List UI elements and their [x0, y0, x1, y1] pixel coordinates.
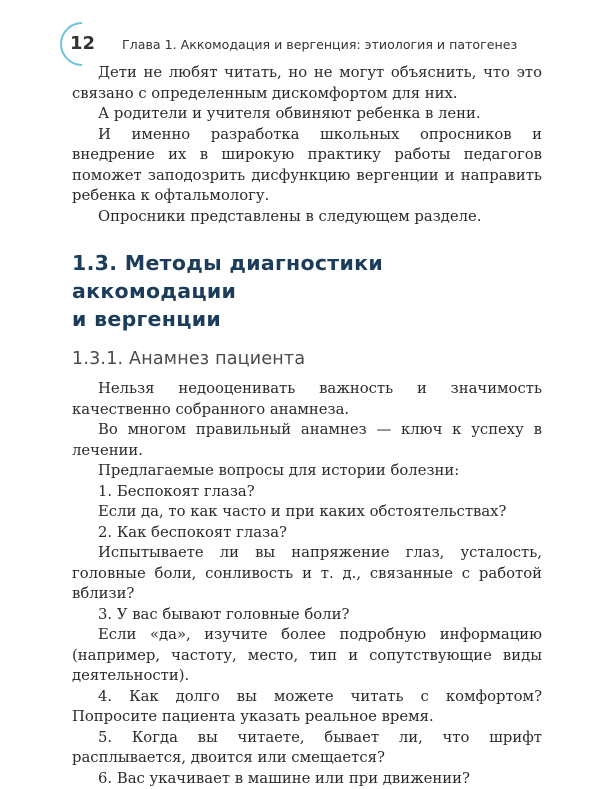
section-title-line1: 1.3. Методы диагностики аккомодации — [72, 251, 383, 303]
paragraph: Если «да», изучите более подробную информацию (например, частоту, место, тип и сопутствующие виды деятельности). — [72, 625, 542, 687]
paragraph: Опросники представлены в следующем разделе. — [72, 207, 542, 228]
paragraph: Испытываете ли вы напряжение глаз, усталость, головные боли, сонливость и т. д., связанные с работой вблизи? — [72, 543, 542, 605]
page-header — [60, 22, 570, 66]
paragraph: И именно разработка школьных опросников и внедрение их в широкую практику работы педагогов поможет заподозрить дисфункцию вергенции и направить ребенка к офтальмологу. — [72, 125, 542, 207]
question-item: 4. Как долго вы можете читать с комфортом? Попросите пациента указать реальное время. — [72, 687, 542, 728]
chapter-title: Глава 1. Аккомодация и вергенция: этиология и патогенез — [122, 35, 517, 55]
page-content — [72, 63, 542, 789]
paragraph: Дети не любят читать, но не могут объяснить, что это связано с определенным дискомфортом для них. — [72, 63, 542, 104]
paragraph: Во многом правильный анамнез — ключ к успеху в лечении. — [72, 420, 542, 461]
question-item: 1. Беспокоят глаза? — [72, 482, 542, 503]
question-item: 5. Когда вы читаете, бывает ли, что шрифт расплывается, двоится или смещается? — [72, 728, 542, 769]
question-item: 2. Как беспокоят глаза? — [72, 523, 542, 544]
question-item: 6. Вас укачивает в машине или при движении? — [72, 769, 542, 789]
subsection-title: 1.3.1. Анамнез пациента — [72, 347, 542, 371]
page-number: 12 — [70, 32, 95, 56]
section-title-line2: и вергенции — [72, 307, 221, 331]
question-item: 3. У вас бывают головные боли? — [72, 605, 542, 626]
paragraph: Нельзя недооценивать важность и значимость качественно собранного анамнеза. — [72, 379, 542, 420]
paragraph: А родители и учителя обвиняют ребенка в лени. — [72, 104, 542, 125]
paragraph: Если да, то как часто и при каких обстоятельствах? — [72, 502, 542, 523]
paragraph: Предлагаемые вопросы для истории болезни: — [72, 461, 542, 482]
section-title — [72, 249, 542, 333]
